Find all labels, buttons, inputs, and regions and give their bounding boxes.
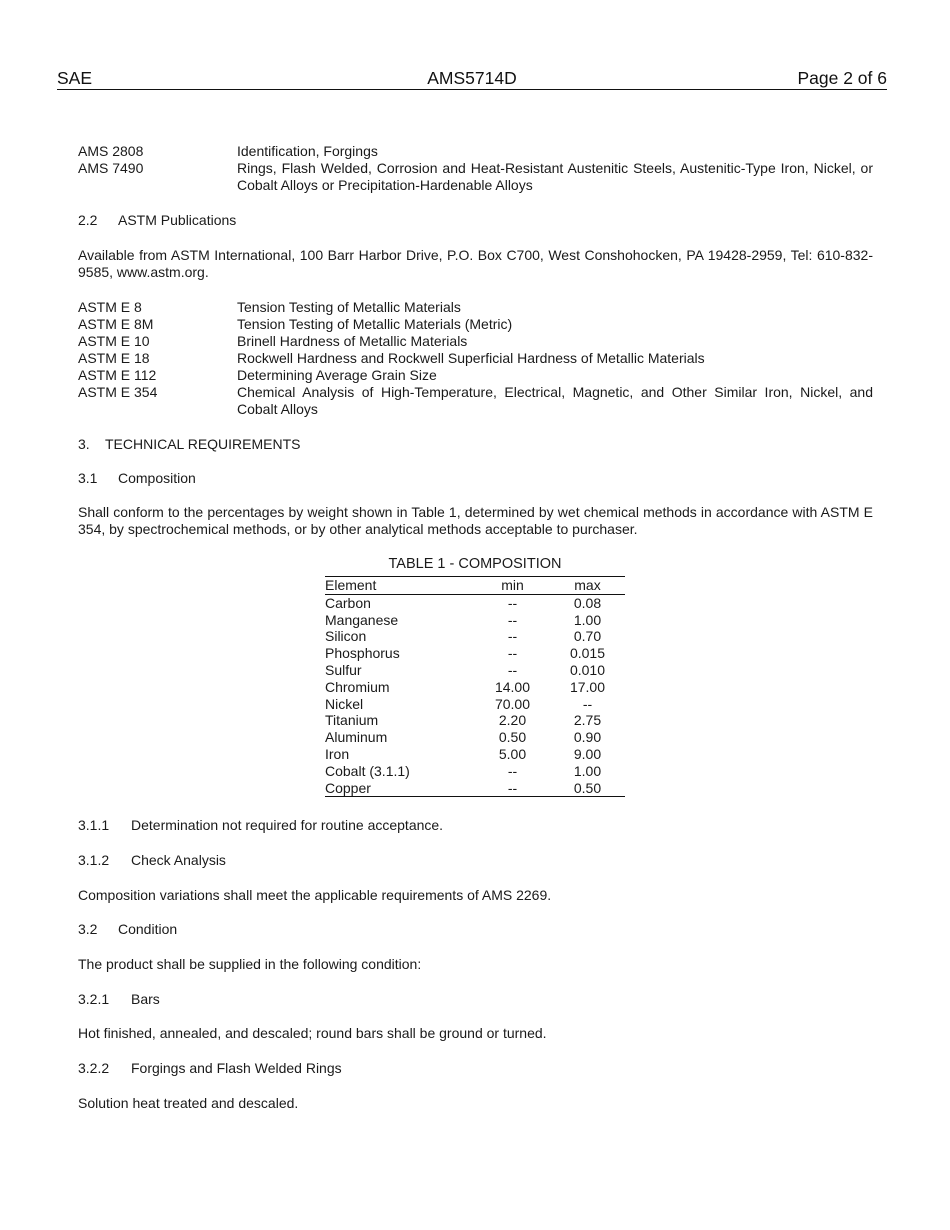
element-cell: Silicon: [325, 628, 367, 645]
table-row: [325, 594, 625, 611]
ref-code: ASTM E 8: [78, 299, 142, 315]
condition-text: The product shall be supplied in the following condition:: [78, 956, 422, 972]
max-cell: 17.00: [569, 678, 606, 695]
element-cell: Cobalt (3.1.1): [325, 762, 410, 779]
table-row: [325, 612, 625, 629]
element-cell: Manganese: [325, 611, 399, 628]
min-cell: --: [475, 780, 550, 797]
section-title: Bars: [131, 991, 160, 1007]
column-header: max: [550, 577, 625, 595]
element-cell: Titanium: [325, 712, 379, 729]
element-cell: Nickel: [325, 695, 364, 712]
table-row: [325, 628, 625, 645]
table-row: [325, 679, 625, 696]
min-cell: --: [507, 594, 518, 611]
element-cell: Carbon: [325, 594, 371, 611]
max-cell: 0.50: [550, 780, 625, 797]
max-cell: 9.00: [573, 745, 602, 762]
max-cell: 0.015: [569, 645, 606, 662]
section-number: 3.1.1: [78, 817, 110, 833]
composition-text: Shall conform to the percentages by weight shown in Table 1, determined by wet chemical methods in accordance with ASTM E 354, by spectrochemical methods, or by other analytical methods acceptable to purchaser.: [78, 504, 873, 537]
section-number: 2.2: [78, 212, 98, 228]
ref-desc: Chemical Analysis of High-Temperature, Electrical, Magnetic, and Other Similar Iron, Nickel, and Cobalt Alloys: [237, 384, 873, 417]
min-cell: --: [507, 762, 518, 779]
section-title: Composition: [118, 470, 196, 486]
column-header: min: [475, 577, 550, 595]
section-title: ASTM Publications: [118, 212, 237, 228]
min-cell: --: [507, 611, 518, 628]
ref-desc: Identification, Forgings: [237, 143, 378, 159]
section-number: 3.1: [78, 470, 98, 486]
element-cell: Copper: [325, 780, 475, 797]
table-row: [325, 645, 625, 662]
header-page-number: Page 2 of 6: [797, 68, 887, 88]
min-cell: --: [507, 661, 518, 678]
ref-desc: Brinell Hardness of Metallic Materials: [237, 333, 468, 349]
section-number: 3.: [78, 436, 90, 452]
element-cell: Chromium: [325, 678, 390, 695]
ref-code: AMS 7490: [78, 160, 144, 176]
max-cell: 0.90: [573, 729, 602, 746]
ref-code: ASTM E 18: [78, 350, 150, 366]
table-row: [325, 662, 625, 679]
max-cell: 0.010: [569, 661, 606, 678]
element-cell: Phosphorus: [325, 645, 400, 662]
table-row: [325, 780, 625, 797]
forgings-text: Solution heat treated and descaled.: [78, 1095, 299, 1111]
header-doc-number: AMS5714D: [427, 68, 517, 88]
min-cell: 2.20: [498, 712, 527, 729]
max-cell: 0.08: [573, 594, 602, 611]
min-cell: 0.50: [498, 729, 527, 746]
section-number: 3.2.1: [78, 991, 110, 1007]
bars-text: Hot finished, annealed, and descaled; round bars shall be ground or turned.: [78, 1025, 547, 1041]
section-title: Determination not required for routine acceptance.: [131, 817, 444, 833]
section-title: Check Analysis: [131, 852, 226, 868]
check-analysis-text: Composition variations shall meet the applicable requirements of AMS 2269.: [78, 887, 552, 903]
header-org: SAE: [57, 68, 93, 88]
section-title: Condition: [118, 921, 178, 937]
ref-desc: Tension Testing of Metallic Materials: [237, 299, 461, 315]
ref-code: ASTM E 10: [78, 333, 150, 349]
section-number: 3.1.2: [78, 852, 110, 868]
ref-code: AMS 2808: [78, 143, 144, 159]
max-cell: 0.70: [573, 628, 602, 645]
ref-code: ASTM E 354: [78, 384, 158, 400]
min-cell: --: [507, 628, 518, 645]
page-header: [57, 68, 887, 90]
section-number: 3.2: [78, 921, 98, 937]
max-cell: 1.00: [573, 762, 602, 779]
element-cell: Aluminum: [325, 729, 388, 746]
max-cell: --: [582, 695, 593, 712]
ref-desc: Determining Average Grain Size: [237, 367, 437, 383]
element-cell: Sulfur: [325, 661, 362, 678]
astm-availability-text: Available from ASTM International, 100 Barr Harbor Drive, P.O. Box C700, West Conshohocken, PA 19428-2959, Tel: 610-832-9585, www.astm.org.: [78, 247, 873, 280]
table-header-row: [325, 577, 625, 595]
section-title: TECHNICAL REQUIREMENTS: [105, 436, 301, 452]
table-row: [325, 729, 625, 746]
element-cell: Iron: [325, 745, 350, 762]
section-number: 3.2.2: [78, 1060, 110, 1076]
ref-desc: Rockwell Hardness and Rockwell Superficial Hardness of Metallic Materials: [237, 350, 705, 366]
min-cell: 5.00: [498, 745, 527, 762]
ref-code: ASTM E 112: [78, 367, 157, 383]
composition-table: [325, 576, 625, 797]
table-row: [325, 712, 625, 729]
table-title: TABLE 1 - COMPOSITION: [388, 556, 562, 572]
ref-code: ASTM E 8M: [78, 316, 154, 332]
table-row: [325, 746, 625, 763]
table-row: [325, 763, 625, 780]
section-title: Forgings and Flash Welded Rings: [131, 1060, 342, 1076]
table-row: [325, 696, 625, 713]
min-cell: --: [507, 645, 518, 662]
min-cell: 14.00: [494, 678, 531, 695]
min-cell: 70.00: [494, 695, 531, 712]
ref-desc: Tension Testing of Metallic Materials (Metric): [237, 316, 513, 332]
max-cell: 2.75: [573, 712, 602, 729]
max-cell: 1.00: [573, 611, 602, 628]
column-header: Element: [325, 577, 475, 595]
ref-desc: Rings, Flash Welded, Corrosion and Heat-Resistant Austenitic Steels, Austenitic-Type Iron, Nickel, or Cobalt Alloys or Precipitation-Hardenable Alloys: [237, 160, 873, 193]
